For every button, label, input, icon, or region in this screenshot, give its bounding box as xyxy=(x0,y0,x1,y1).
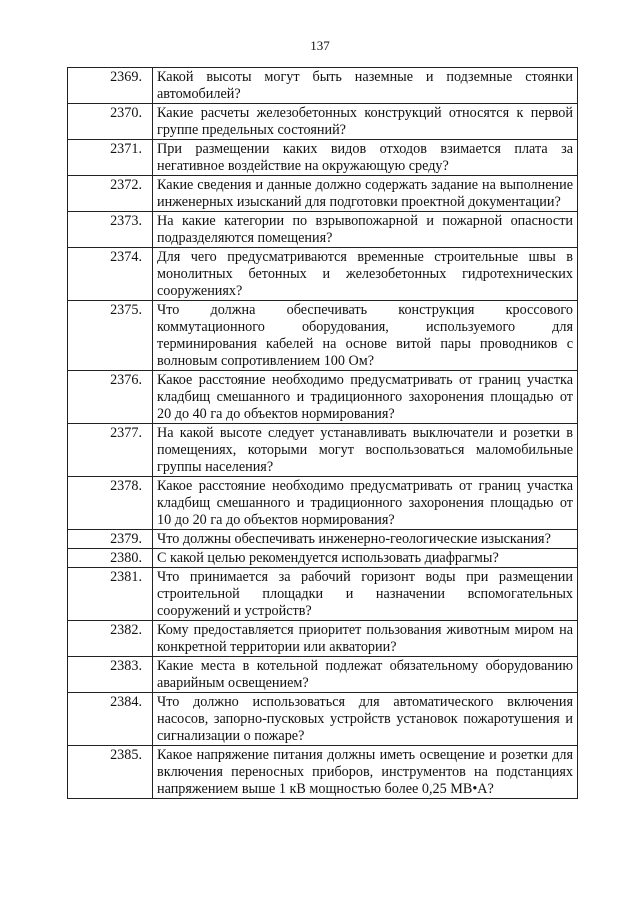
table-row xyxy=(68,568,578,621)
question-text: Какие сведения и данные должно содержать задание на выполнение инженерных изысканий для подготовки проектной документации? xyxy=(153,176,578,212)
table-row xyxy=(68,657,578,693)
table-row xyxy=(68,424,578,477)
question-number: 2369. xyxy=(68,68,153,104)
question-number: 2378. xyxy=(68,477,153,530)
table-row xyxy=(68,371,578,424)
question-number: 2377. xyxy=(68,424,153,477)
question-text: Для чего предусматриваются временные строительные швы в монолитных бетонных и железобетонных гидротехнических сооружениях? xyxy=(153,248,578,301)
question-text: Какое напряжение питания должны иметь освещение и розетки для включения переносных приборов, инструментов на подстанциях напряжением выше 1 кВ мощностью более 0,25 МВ•А? xyxy=(153,746,578,799)
questions-table-body xyxy=(68,68,578,799)
table-row xyxy=(68,746,578,799)
question-text: Какой высоты могут быть наземные и подземные стоянки автомобилей? xyxy=(153,68,578,104)
question-number: 2380. xyxy=(68,549,153,568)
question-number: 2385. xyxy=(68,746,153,799)
page-number: 137 xyxy=(310,38,330,53)
table-row xyxy=(68,68,578,104)
question-number: 2373. xyxy=(68,212,153,248)
question-text: Какие расчеты железобетонных конструкций относятся к первой группе предельных состояний? xyxy=(153,104,578,140)
table-row xyxy=(68,301,578,371)
table-row xyxy=(68,140,578,176)
question-number: 2383. xyxy=(68,657,153,693)
table-row xyxy=(68,530,578,549)
question-text: На какой высоте следует устанавливать выключатели и розетки в помещениях, которыми могут воспользоваться маломобильные группы населения? xyxy=(153,424,578,477)
question-number: 2376. xyxy=(68,371,153,424)
question-number: 2371. xyxy=(68,140,153,176)
question-number: 2381. xyxy=(68,568,153,621)
question-number: 2384. xyxy=(68,693,153,746)
question-text: Кому предоставляется приоритет пользования животным миром на конкретной территории или акватории? xyxy=(153,621,578,657)
table-row xyxy=(68,212,578,248)
table-row xyxy=(68,104,578,140)
question-number: 2379. xyxy=(68,530,153,549)
question-text: Что должны обеспечивать инженерно-геологические изыскания? xyxy=(153,530,578,549)
question-text: Какие места в котельной подлежат обязательному оборудованию аварийным освещением? xyxy=(153,657,578,693)
question-number: 2382. xyxy=(68,621,153,657)
table-row xyxy=(68,176,578,212)
question-text: Что должно использоваться для автоматического включения насосов, запорно-пусковых устройств установок пожаротушения и сигнализации о пожаре? xyxy=(153,693,578,746)
question-text: Что принимается за рабочий горизонт воды при размещении строительной площадки и назначении вспомогательных сооружений и устройств? xyxy=(153,568,578,621)
question-number: 2375. xyxy=(68,301,153,371)
question-number: 2372. xyxy=(68,176,153,212)
table-row xyxy=(68,621,578,657)
question-text: На какие категории по взрывопожарной и пожарной опасности подразделяются помещения? xyxy=(153,212,578,248)
question-text: С какой целью рекомендуется использовать диафрагмы? xyxy=(153,549,578,568)
questions-table xyxy=(67,67,578,799)
question-text: Что должна обеспечивать конструкция кроссового коммутационного оборудования, используемого для терминирования кабелей на основе витой пары проводников с волновым сопротивлением 100 Ом? xyxy=(153,301,578,371)
table-row xyxy=(68,248,578,301)
table-row xyxy=(68,693,578,746)
question-text: Какое расстояние необходимо предусматривать от границ участка кладбищ смешанного и традиционного захоронения площадью от 20 до 40 га до объектов нормирования? xyxy=(153,371,578,424)
question-number: 2374. xyxy=(68,248,153,301)
table-row xyxy=(68,549,578,568)
question-number: 2370. xyxy=(68,104,153,140)
table-row xyxy=(68,477,578,530)
question-text: Какое расстояние необходимо предусматривать от границ участка кладбищ смешанного и традиционного захоронения площадью от 10 до 20 га до объектов нормирования? xyxy=(153,477,578,530)
question-text: При размещении каких видов отходов взимается плата за негативное воздействие на окружающую среду? xyxy=(153,140,578,176)
